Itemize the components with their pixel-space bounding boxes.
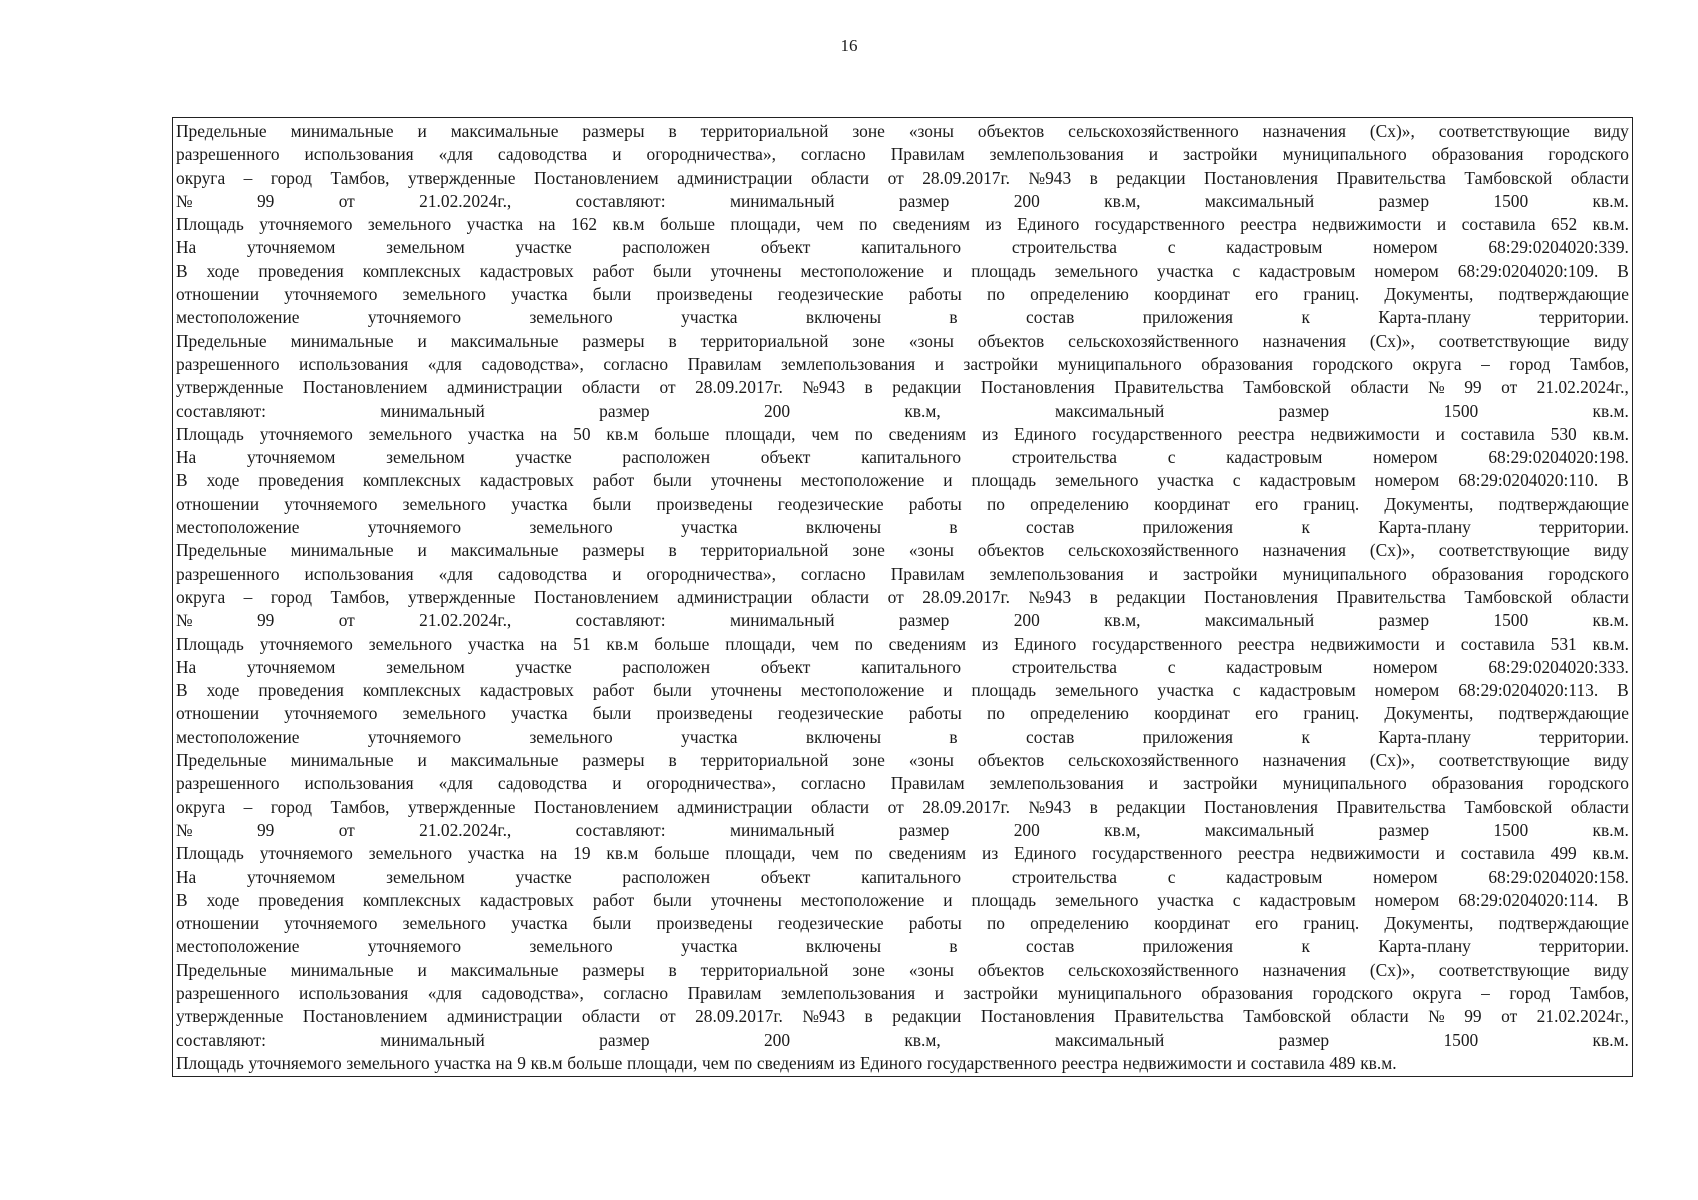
text-line: Площадь уточняемого земельного участка на 19 кв.м больше площади, чем по сведениям из Единого государственного реестра недвижимости и составила 499 кв.м. — [176, 843, 1629, 864]
text-line: № 99 от 21.02.2024г., составляют: минимальный размер 200 кв.м, максимальный размер 1500 кв.м. — [176, 819, 1629, 840]
text-line: составляют: минимальный размер 200 кв.м, максимальный размер 1500 кв.м. — [176, 400, 1629, 421]
text-line: составляют: минимальный размер 200 кв.м, максимальный размер 1500 кв.м. — [176, 1029, 1629, 1050]
text-line: Предельные минимальные и максимальные размеры в территориальной зоне «зоны объектов сельскохозяйственного назначения (Сх)», соответствующие виду — [176, 121, 1629, 141]
text-line: отношении уточняемого земельного участка были произведены геодезические работы по определению координат его границ. Документы, подтверждающие — [176, 913, 1629, 934]
text-line: На уточняемом земельном участке расположен объект капитального строительства с кадастровым номером 68:29:0204020:198. — [176, 447, 1629, 468]
text-line: Площадь уточняемого земельного участка на 9 кв.м больше площади, чем по сведениям из Единого государственного реестра недвижимости и составила 489 кв.м. — [176, 1052, 1397, 1073]
text-line: разрешенного использования «для садоводства», согласно Правилам землепользования и застройки муниципального образования городского округа – город Тамбов, — [176, 353, 1629, 374]
text-line: В ходе проведения комплексных кадастровых работ были уточнены местоположение и площадь земельного участка с кадастровым номером 68:29:0204020:109. В — [176, 260, 1629, 281]
text-line: разрешенного использования «для садоводства», согласно Правилам землепользования и застройки муниципального образования городского округа – город Тамбов, — [176, 982, 1629, 1003]
text-line: Площадь уточняемого земельного участка на 162 кв.м больше площади, чем по сведениям из Единого государственного реестра недвижимости и составила 652 кв.м. — [176, 214, 1629, 235]
text-line: отношении уточняемого земельного участка были произведены геодезические работы по определению координат его границ. Документы, подтверждающие — [176, 703, 1629, 724]
text-line: № 99 от 21.02.2024г., составляют: минимальный размер 200 кв.м, максимальный размер 1500 кв.м. — [176, 190, 1629, 211]
text-line: отношении уточняемого земельного участка были произведены геодезические работы по определению координат его границ. Документы, подтверждающие — [176, 493, 1629, 514]
text-line: местоположение уточняемого земельного участка включены в состав приложения к Карта-плану территории. — [176, 307, 1629, 328]
text-line: разрешенного использования «для садоводства и огородничества», согласно Правилам землепользования и застройки муниципального образования городского — [176, 563, 1629, 584]
text-line: округа – город Тамбов, утвержденные Постановлением администрации области от 28.09.2017г. №943 в редакции Постановления Правительства Тамбовской области — [176, 796, 1629, 817]
text-line: № 99 от 21.02.2024г., составляют: минимальный размер 200 кв.м, максимальный размер 1500 кв.м. — [176, 610, 1629, 631]
text-line: утвержденные Постановлением администрации области от 28.09.2017г. №943 в редакции Постановления Правительства Тамбовской области № 99 от 21.02.2024г., — [176, 377, 1629, 398]
text-line: На уточняемом земельном участке расположен объект капитального строительства с кадастровым номером 68:29:0204020:333. — [176, 656, 1629, 677]
text-line: В ходе проведения комплексных кадастровых работ были уточнены местоположение и площадь земельного участка с кадастровым номером 68:29:0204020:110. В — [176, 470, 1629, 491]
page-number: 16 — [840, 36, 858, 55]
text-line: Площадь уточняемого земельного участка на 51 кв.м больше площади, чем по сведениям из Единого государственного реестра недвижимости и составила 531 кв.м. — [176, 633, 1629, 654]
text-line: местоположение уточняемого земельного участка включены в состав приложения к Карта-плану территории. — [176, 517, 1629, 538]
text-line: Предельные минимальные и максимальные размеры в территориальной зоне «зоны объектов сельскохозяйственного назначения (Сх)», соответствующие виду — [176, 959, 1629, 980]
text-line: разрешенного использования «для садоводства и огородничества», согласно Правилам землепользования и застройки муниципального образования городского — [176, 773, 1629, 794]
text-line: Предельные минимальные и максимальные размеры в территориальной зоне «зоны объектов сельскохозяйственного назначения (Сх)», соответствующие виду — [176, 750, 1629, 771]
text-line: На уточняемом земельном участке расположен объект капитального строительства с кадастровым номером 68:29:0204020:158. — [176, 866, 1629, 887]
text-line: округа – город Тамбов, утвержденные Постановлением администрации области от 28.09.2017г. №943 в редакции Постановления Правительства Тамбовской области — [176, 167, 1629, 188]
text-line: На уточняемом земельном участке расположен объект капитального строительства с кадастровым номером 68:29:0204020:339. — [176, 237, 1629, 258]
text-line: В ходе проведения комплексных кадастровых работ были уточнены местоположение и площадь земельного участка с кадастровым номером 68:29:0204020:114. В — [176, 889, 1629, 910]
text-line: Предельные минимальные и максимальные размеры в территориальной зоне «зоны объектов сельскохозяйственного назначения (Сх)», соответствующие виду — [176, 330, 1629, 351]
text-line: Площадь уточняемого земельного участка на 50 кв.м больше площади, чем по сведениям из Единого государственного реестра недвижимости и составила 530 кв.м. — [176, 423, 1629, 444]
text-frame — [172, 117, 1633, 1077]
text-line: утвержденные Постановлением администрации области от 28.09.2017г. №943 в редакции Постановления Правительства Тамбовской области № 99 от 21.02.2024г., — [176, 1006, 1629, 1027]
document-body — [173, 118, 1632, 1075]
text-line: разрешенного использования «для садоводства и огородничества», согласно Правилам землепользования и застройки муниципального образования городского — [176, 144, 1629, 165]
text-line: местоположение уточняемого земельного участка включены в состав приложения к Карта-плану территории. — [176, 936, 1629, 957]
text-line: округа – город Тамбов, утвержденные Постановлением администрации области от 28.09.2017г. №943 в редакции Постановления Правительства Тамбовской области — [176, 586, 1629, 607]
text-line: отношении уточняемого земельного участка были произведены геодезические работы по определению координат его границ. Документы, подтверждающие — [176, 284, 1629, 305]
text-line: Предельные минимальные и максимальные размеры в территориальной зоне «зоны объектов сельскохозяйственного назначения (Сх)», соответствующие виду — [176, 540, 1629, 561]
text-line: В ходе проведения комплексных кадастровых работ были уточнены местоположение и площадь земельного участка с кадастровым номером 68:29:0204020:113. В — [176, 680, 1629, 701]
text-line: местоположение уточняемого земельного участка включены в состав приложения к Карта-плану территории. — [176, 726, 1629, 747]
